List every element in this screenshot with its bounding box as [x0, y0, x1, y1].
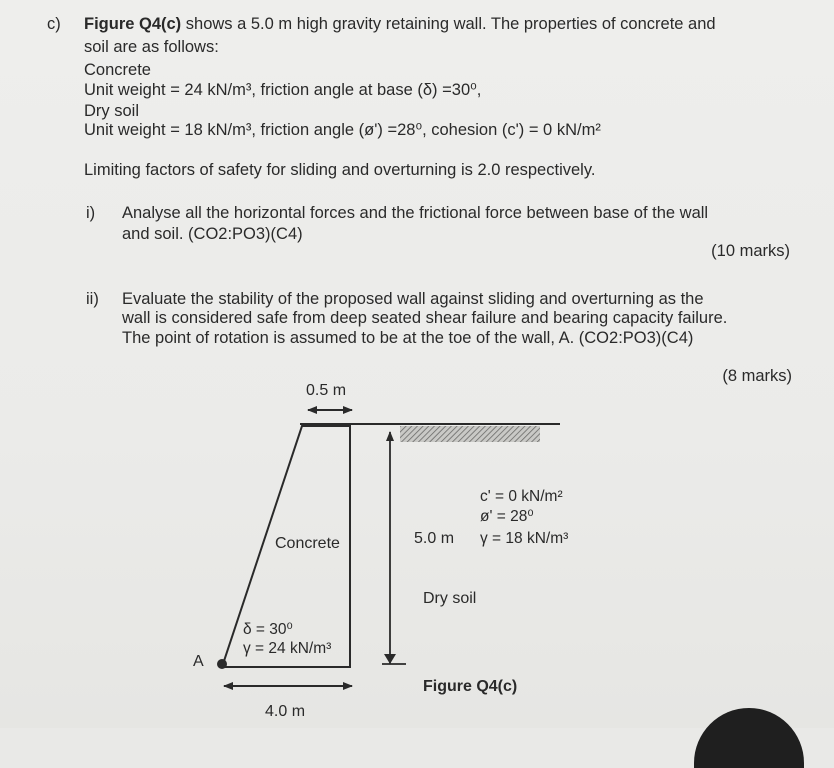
top-width-label: 0.5 m [306, 382, 347, 399]
soil-friction-label: ø' = 28⁰ [480, 508, 534, 525]
part-i-marks: (10 marks) [711, 242, 790, 260]
part-ii-marks: (8 marks) [722, 367, 792, 385]
concrete-label: Concrete [275, 535, 340, 552]
soil-properties: Unit weight = 18 kN/m³, friction angle (ø') =28⁰, cohesion (c') = 0 kN/m² [84, 121, 601, 139]
soil-hatch [400, 426, 540, 442]
part-ii-line2: wall is considered safe from deep seated shear failure and bearing capacity failure. [122, 309, 728, 327]
toe-point-label: A [193, 653, 204, 670]
soil-unit-weight-label: γ = 18 kN/m³ [480, 530, 569, 547]
height-label: 5.0 m [414, 530, 455, 547]
part-ii-number: ii) [86, 290, 99, 308]
figure-caption: Figure Q4(c) [423, 678, 518, 695]
part-ii-line1: Evaluate the stability of the proposed wall against sliding and overturning as the [122, 290, 704, 308]
concrete-heading: Concrete [84, 61, 151, 79]
part-i-line1: Analyse all the horizontal forces and the frictional force between base of the wall [122, 204, 709, 222]
part-i-number: i) [86, 204, 96, 222]
part-i-line2: and soil. (CO2:PO3)(C4) [122, 225, 303, 243]
limiting-factors: Limiting factors of safety for sliding and overturning is 2.0 respectively. [84, 161, 596, 179]
question-intro-line2: soil are as follows: [84, 38, 219, 56]
toe-point [217, 659, 227, 669]
soil-heading: Dry soil [84, 102, 140, 120]
concrete-properties: Unit weight = 24 kN/m³, friction angle at base (δ) =30⁰, [84, 81, 482, 99]
soil-label: Dry soil [423, 590, 477, 607]
concrete-unit-weight-label: γ = 24 kN/m³ [243, 640, 332, 657]
base-width-label: 4.0 m [265, 703, 306, 720]
part-ii-line3: The point of rotation is assumed to be at the toe of the wall, A. (CO2:PO3)(C4) [122, 329, 694, 347]
question-intro-text: shows a 5.0 m high gravity retaining wall. The properties of concrete and [181, 15, 716, 33]
soil-cohesion-label: c' = 0 kN/m² [480, 488, 563, 505]
base-delta-label: δ = 30⁰ [243, 621, 293, 638]
height-arrow-head [384, 654, 396, 664]
figure-reference: Figure Q4(c) [84, 15, 182, 33]
question-label: c) [47, 15, 61, 33]
